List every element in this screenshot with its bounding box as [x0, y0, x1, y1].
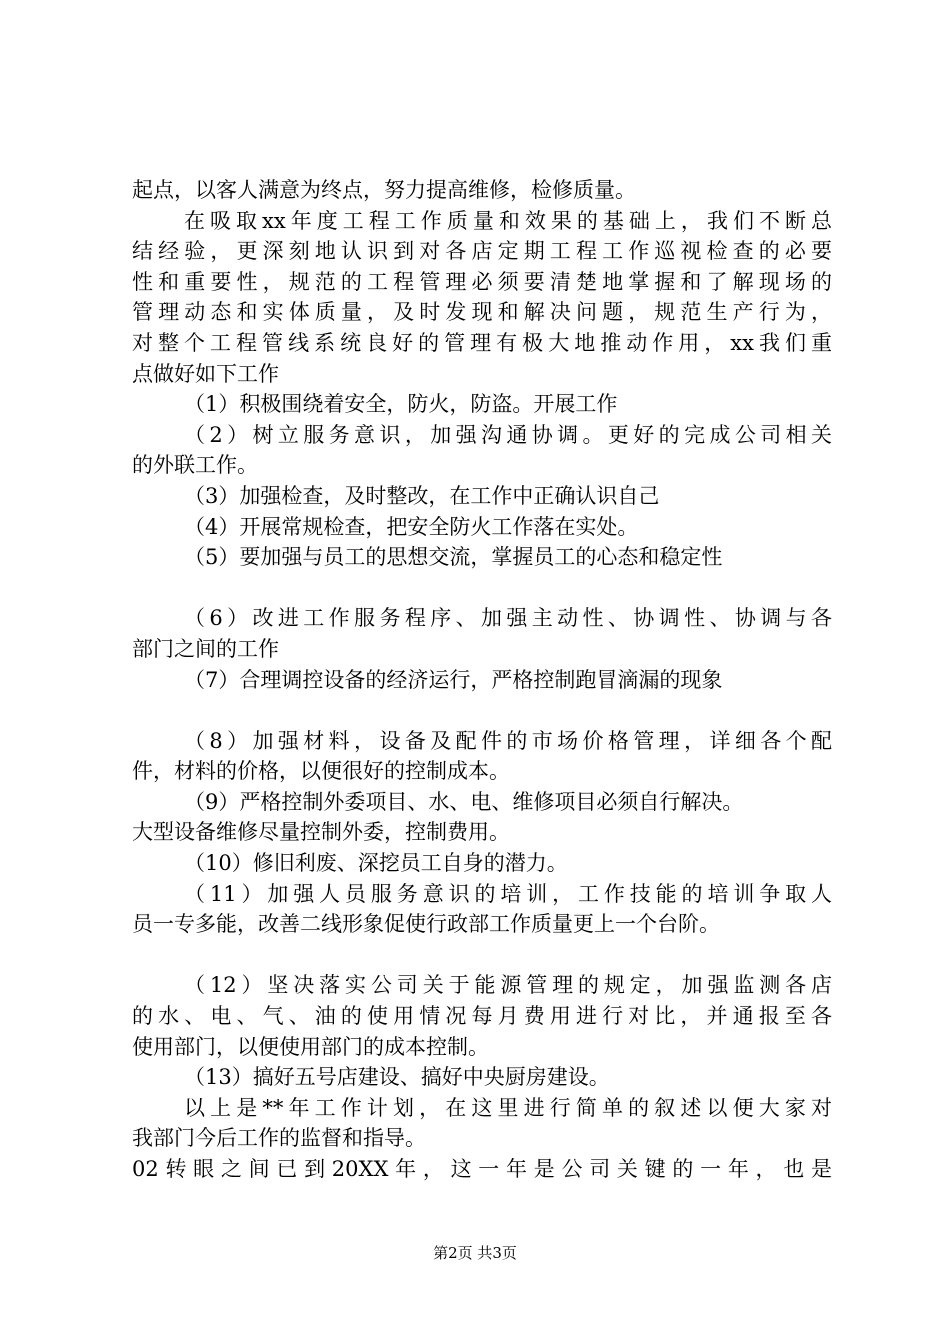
- text-line: （7）合理调控设备的经济运行，严格控制跑冒滴漏的现象: [184, 667, 723, 692]
- text-line: （8）加强材料，设备及配件的市场价格管理，详细各个配: [184, 728, 832, 753]
- text-line: 对整个工程管线系统良好的管理有极大地推动作用，xx我们重: [132, 330, 832, 355]
- page-footer: 第2页 共3页: [433, 1244, 517, 1262]
- text-line: （6）改进工作服务程序、加强主动性、协调性、协调与各: [184, 606, 832, 631]
- text-line: 员一专多能，改善二线形象促使行政部工作质量更上一个台阶。: [132, 912, 720, 937]
- text-line: 性和重要性，规范的工程管理必须要清楚地掌握和了解现场的: [132, 269, 832, 294]
- text-line: （5）要加强与员工的思想交流，掌握员工的心态和稳定性: [184, 545, 723, 570]
- blank-line: [132, 695, 832, 726]
- text-line: 件，材料的价格，以便很好的控制成本。: [132, 759, 510, 784]
- blank-line: [132, 573, 832, 604]
- text-line: （9）严格控制外委项目、水、电、维修项目必须自行解决。: [184, 789, 744, 814]
- text-line: （4）开展常规检查，把安全防火工作落在实处。: [184, 514, 639, 539]
- text-line: 结经验，更深刻地认识到对各店定期工程工作巡视检查的必要: [132, 239, 832, 264]
- text-line: 我部门今后工作的监督和指导。: [132, 1126, 426, 1151]
- text-line: 部门之间的工作: [132, 636, 279, 661]
- text-line: 点做好如下工作: [132, 361, 279, 386]
- text-line: 使用部门，以便使用部门的成本控制。: [132, 1034, 489, 1059]
- text-line: 的水、电、气、油的使用情况每月费用进行对比，并通报至各: [132, 1004, 832, 1029]
- text-line: 的外联工作。: [132, 453, 258, 478]
- text-line: （2）树立服务意识，加强沟通协调。更好的完成公司相关: [184, 422, 832, 447]
- text-line: 以上是**年工作计划，在这里进行简单的叙述以便大家对: [184, 1095, 832, 1120]
- text-line: （12）坚决落实公司关于能源管理的规定，加强监测各店: [184, 973, 832, 998]
- text-line: （1）积极围绕着安全，防火，防盗。开展工作: [184, 392, 618, 417]
- text-line: 大型设备维修尽量控制外委，控制费用。: [132, 820, 510, 845]
- blank-line: [132, 940, 832, 971]
- text-line: 管理动态和实体质量，及时发现和解决问题，规范生产行为，: [132, 300, 832, 325]
- document-body: [132, 175, 832, 1185]
- text-line: （11）加强人员服务意识的培训，工作技能的培训争取人: [184, 881, 832, 906]
- text-line: （13）搞好五号店建设、搞好中央厨房建设。: [184, 1065, 610, 1090]
- text-line: （3）加强检查，及时整改，在工作中正确认识自己: [184, 483, 660, 508]
- text-line: 02转眼之间已到20XX年，这一年是公司关键的一年，也是: [132, 1157, 832, 1181]
- text-line: （10）修旧利废、深挖员工自身的潜力。: [184, 851, 568, 876]
- text-line: 在吸取xx年度工程工作质量和效果的基础上，我们不断总: [184, 208, 832, 233]
- text-line: 起点，以客人满意为终点，努力提高维修，检修质量。: [132, 178, 636, 202]
